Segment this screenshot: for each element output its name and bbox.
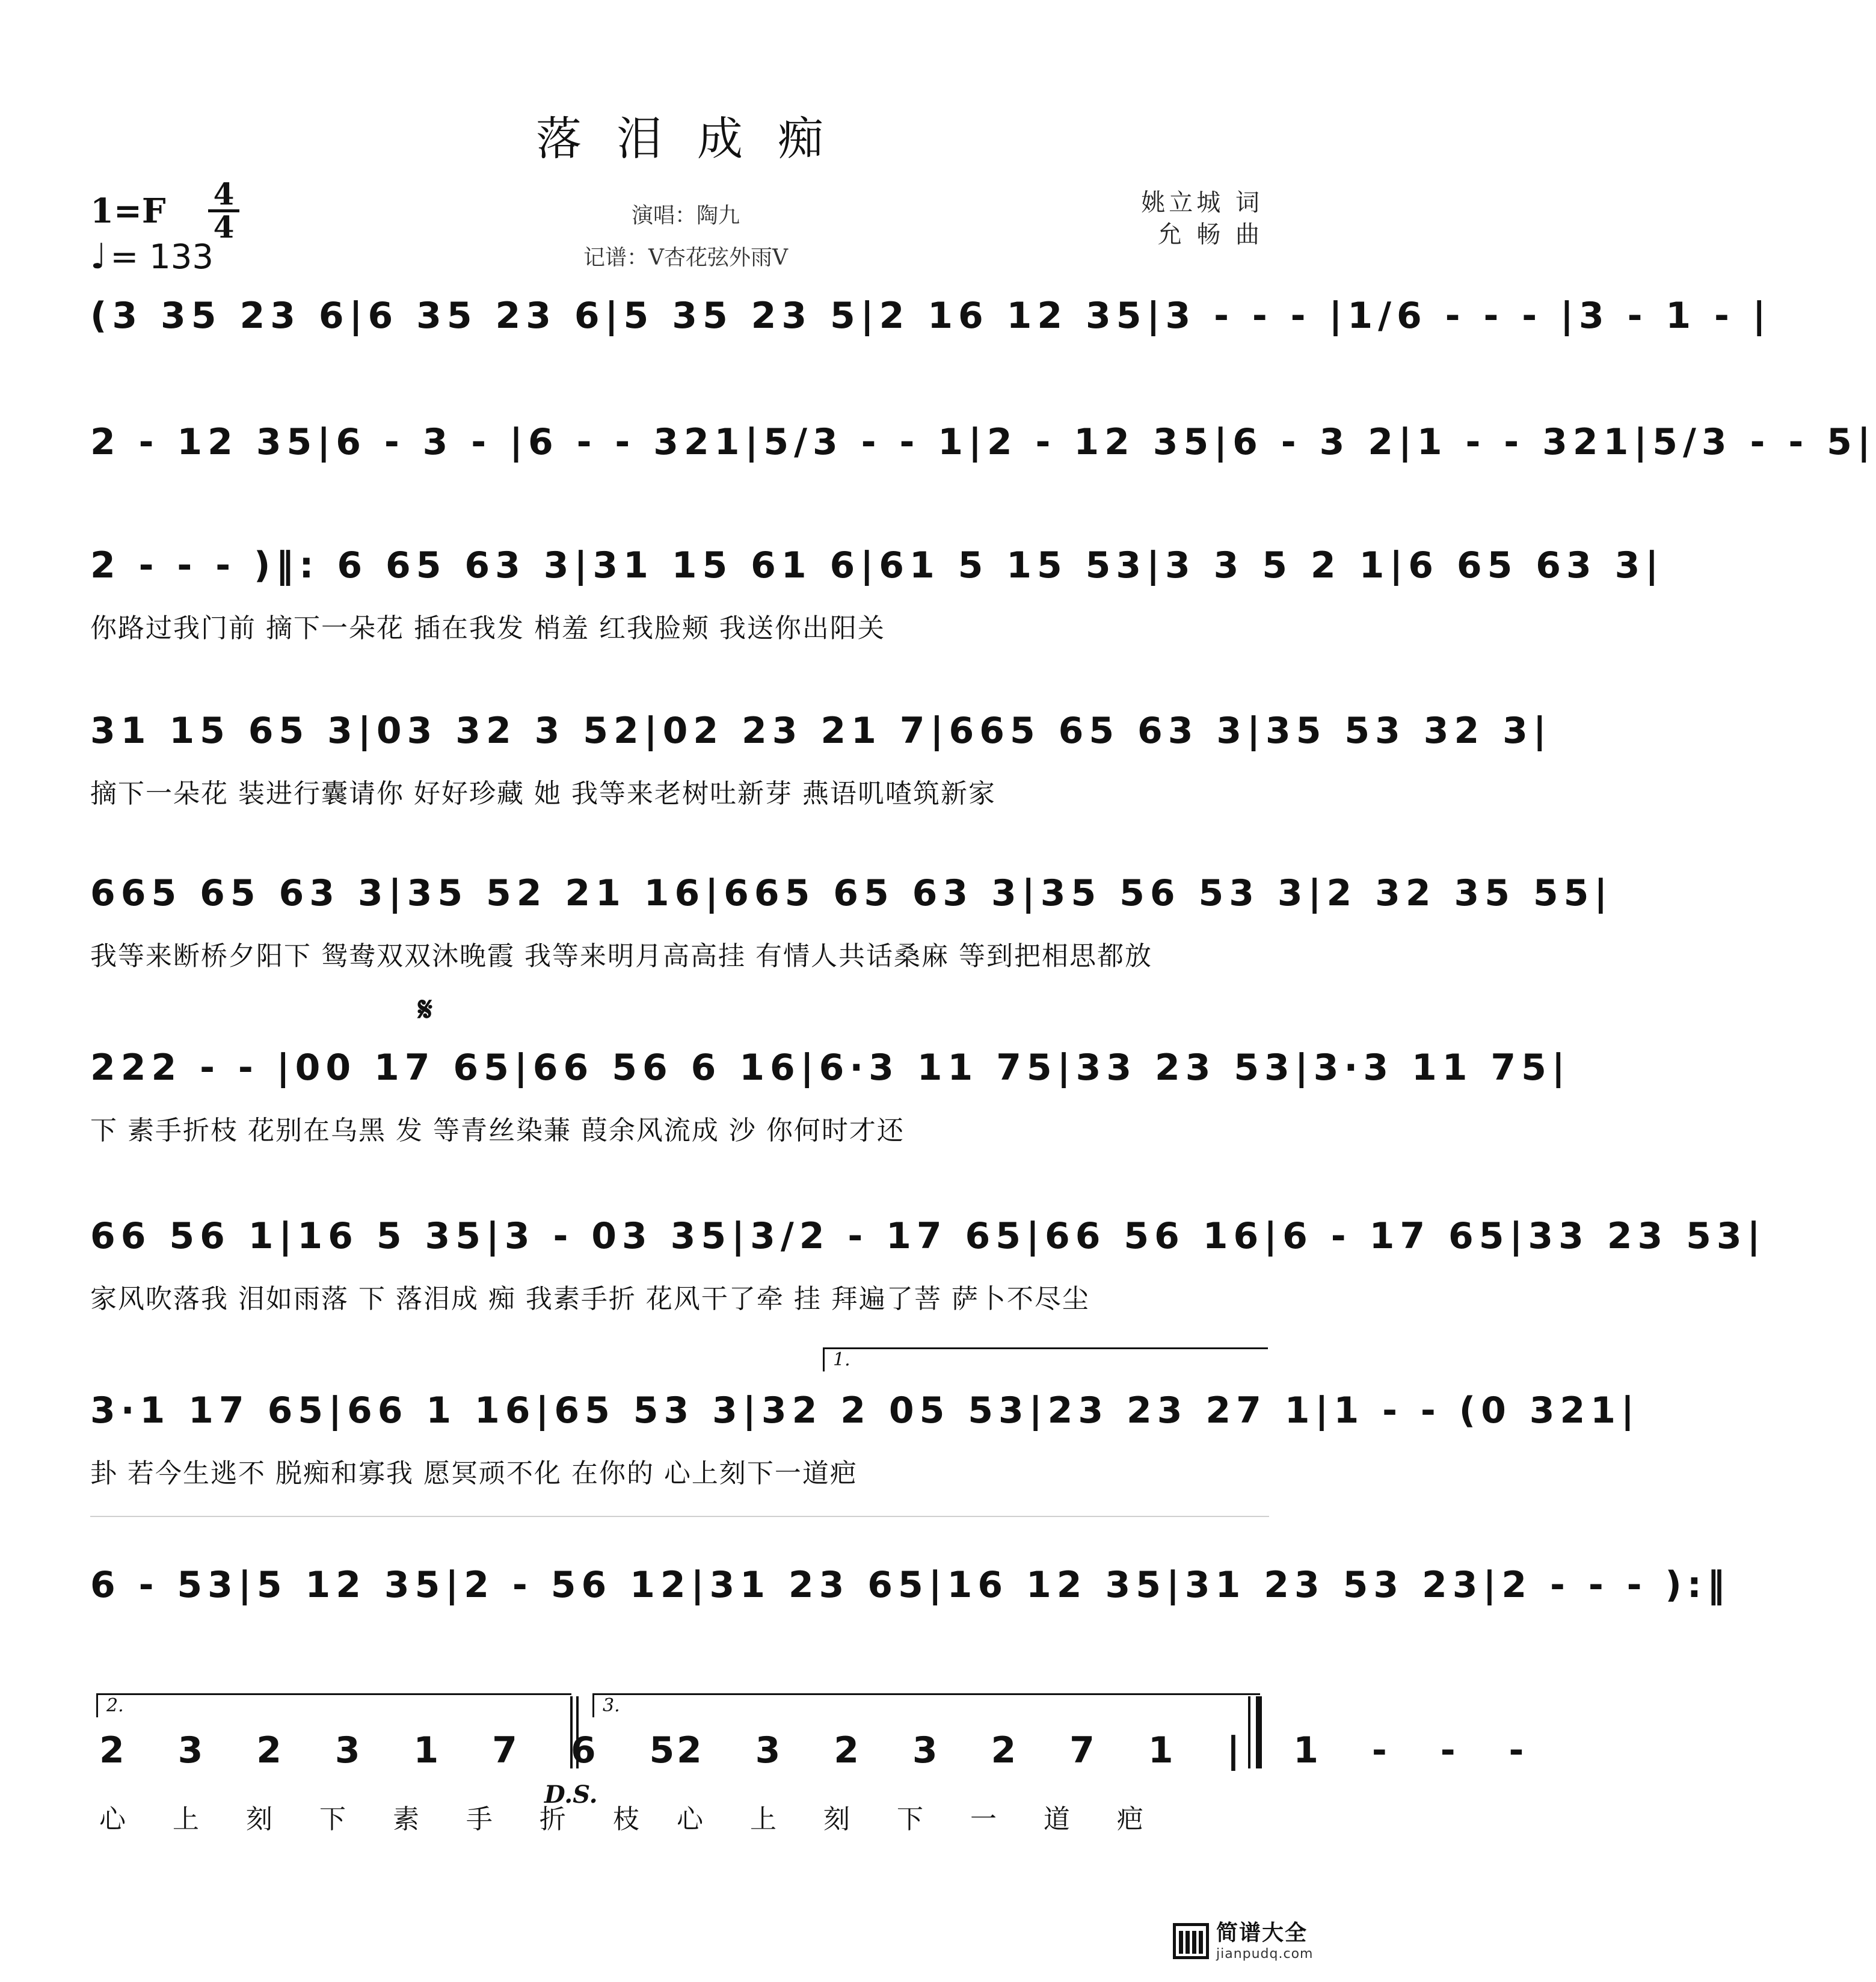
section-divider (90, 1516, 1269, 1517)
lyrics-line: 心 上 刻 下 一 道 疤 (677, 1804, 1163, 1835)
lyrics-line: 下 素手折枝 花别在乌黑 发 等青丝染蒹 葭余风流成 沙 你何时才还 (90, 1115, 905, 1146)
segno-sign: 𝄋 (418, 989, 433, 1029)
composer-credit: 允 畅 曲 (1157, 221, 1263, 248)
notation-line: 66 56 1|16 5 35|3 - 03 35|3/2 - 17 65|66 56 16|6 - 17 65|33 23 53| (90, 1215, 1766, 1257)
lyrics-line: 心 上 刻 下 素 手 折 枝 (99, 1804, 659, 1835)
third-ending-bracket: 3. (592, 1693, 1260, 1717)
time-signature-top: 4 (213, 176, 235, 212)
lyrics-line: 我等来断桥夕阳下 鸳鸯双双沐晚霞 我等来明月高高挂 有情人共话桑麻 等到把相思都放 (90, 941, 1152, 971)
lyrics-line: 卦 若今生逃不 脱痴和寡我 愿冥顽不化 在你的 心上刻下一道疤 (90, 1458, 858, 1489)
time-signature (208, 176, 239, 245)
ending-3 (677, 1723, 1545, 1844)
watermark-name: 简谱大全 (1216, 1921, 1308, 1945)
score-row-8 (90, 1383, 1640, 1498)
double-bar (570, 1696, 573, 1768)
notation-line: 2 - 12 35|6 - 3 - |6 - - 321|5/3 - - 1|2 - 12 35|6 - 3 2|1 - - 321|5/3 - - 5| (90, 421, 1876, 463)
site-watermark (1173, 1912, 1323, 1970)
score-row-3 (90, 538, 1664, 653)
double-bar (576, 1696, 579, 1768)
tempo-value: = 133 (110, 238, 214, 277)
song-title: 落泪成痴 (536, 112, 858, 165)
singer-credit: 演唱：陶九 (631, 203, 740, 228)
score-row-9 (90, 1558, 1730, 1672)
notation-line: 2 - - - )‖: 6 65 63 3|31 15 61 6|61 5 15 53|3 3 5 2 1|6 65 63 3| (90, 544, 1664, 586)
notation-line: 3·1 17 65|66 1 16|65 53 3|32 2 05 53|23 23 27 1|1 - - (0 321| (90, 1390, 1640, 1432)
tempo-marking (90, 236, 214, 277)
notation-line: 665 65 63 3|35 52 21 16|665 65 63 3|35 56 53 3|2 32 35 55| (90, 872, 1613, 914)
notation-line: (3 35 23 6|6 35 23 6|5 35 23 5|2 16 12 35|3 - - - |1/6 - - - |3 - 1 - | (90, 295, 1771, 337)
score-row-2 (90, 415, 1876, 529)
notation-line: 2 3 2 3 2 7 1 | 1 - - - (677, 1729, 1545, 1771)
lyrics-line: 摘下一朵花 装进行囊请你 好好珍藏 她 我等来老树吐新芽 燕语叽喳筑新家 (90, 778, 996, 809)
lyricist-credit: 姚立城 词 (1141, 189, 1263, 217)
dal-segno: D.S. (544, 1780, 598, 1809)
score-row-5 (90, 866, 1613, 980)
piano-keys-icon (1173, 1923, 1209, 1959)
lyrics-line: 你路过我门前 摘下一朵花 插在我发 梢羞 红我脸颊 我送你出阳关 (90, 613, 885, 644)
score-row-7 (90, 1209, 1766, 1323)
score-row-4 (90, 704, 1552, 818)
notation-line: 2 3 2 3 1 7 6 5 (99, 1729, 695, 1771)
first-ending-bracket: 1. (823, 1347, 1268, 1371)
transcriber-credit: 记谱：V杏花弦外雨V (583, 245, 788, 270)
key-signature: 1=F (90, 191, 166, 231)
notation-line: 31 15 65 3|03 32 3 52|02 23 21 7|665 65 63 3|35 53 32 3| (90, 710, 1552, 752)
watermark-url: jianpudq.com (1216, 1947, 1314, 1962)
quarter-note-icon: ♩ (90, 236, 107, 277)
second-ending-bracket: 2. (96, 1693, 571, 1717)
notation-line: 222 - - |00 17 65|66 56 6 16|6·3 11 75|33 23 53|3·3 11 75| (90, 1047, 1570, 1089)
final-bar-thick (1256, 1696, 1262, 1768)
score-row-1 (90, 289, 1771, 403)
lyrics-line: 家风吹落我 泪如雨落 下 落泪成 痴 我素手折 花风干了牵 挂 拜遍了菩 萨卜不尽尘 (90, 1284, 1090, 1314)
score-row-6 (90, 1041, 1570, 1155)
time-signature-bottom: 4 (213, 209, 235, 245)
notation-line: 6 - 53|5 12 35|2 - 56 12|31 23 65|16 12 35|31 23 53 23|2 - - - ):‖ (90, 1564, 1730, 1606)
final-bar (1248, 1696, 1250, 1768)
